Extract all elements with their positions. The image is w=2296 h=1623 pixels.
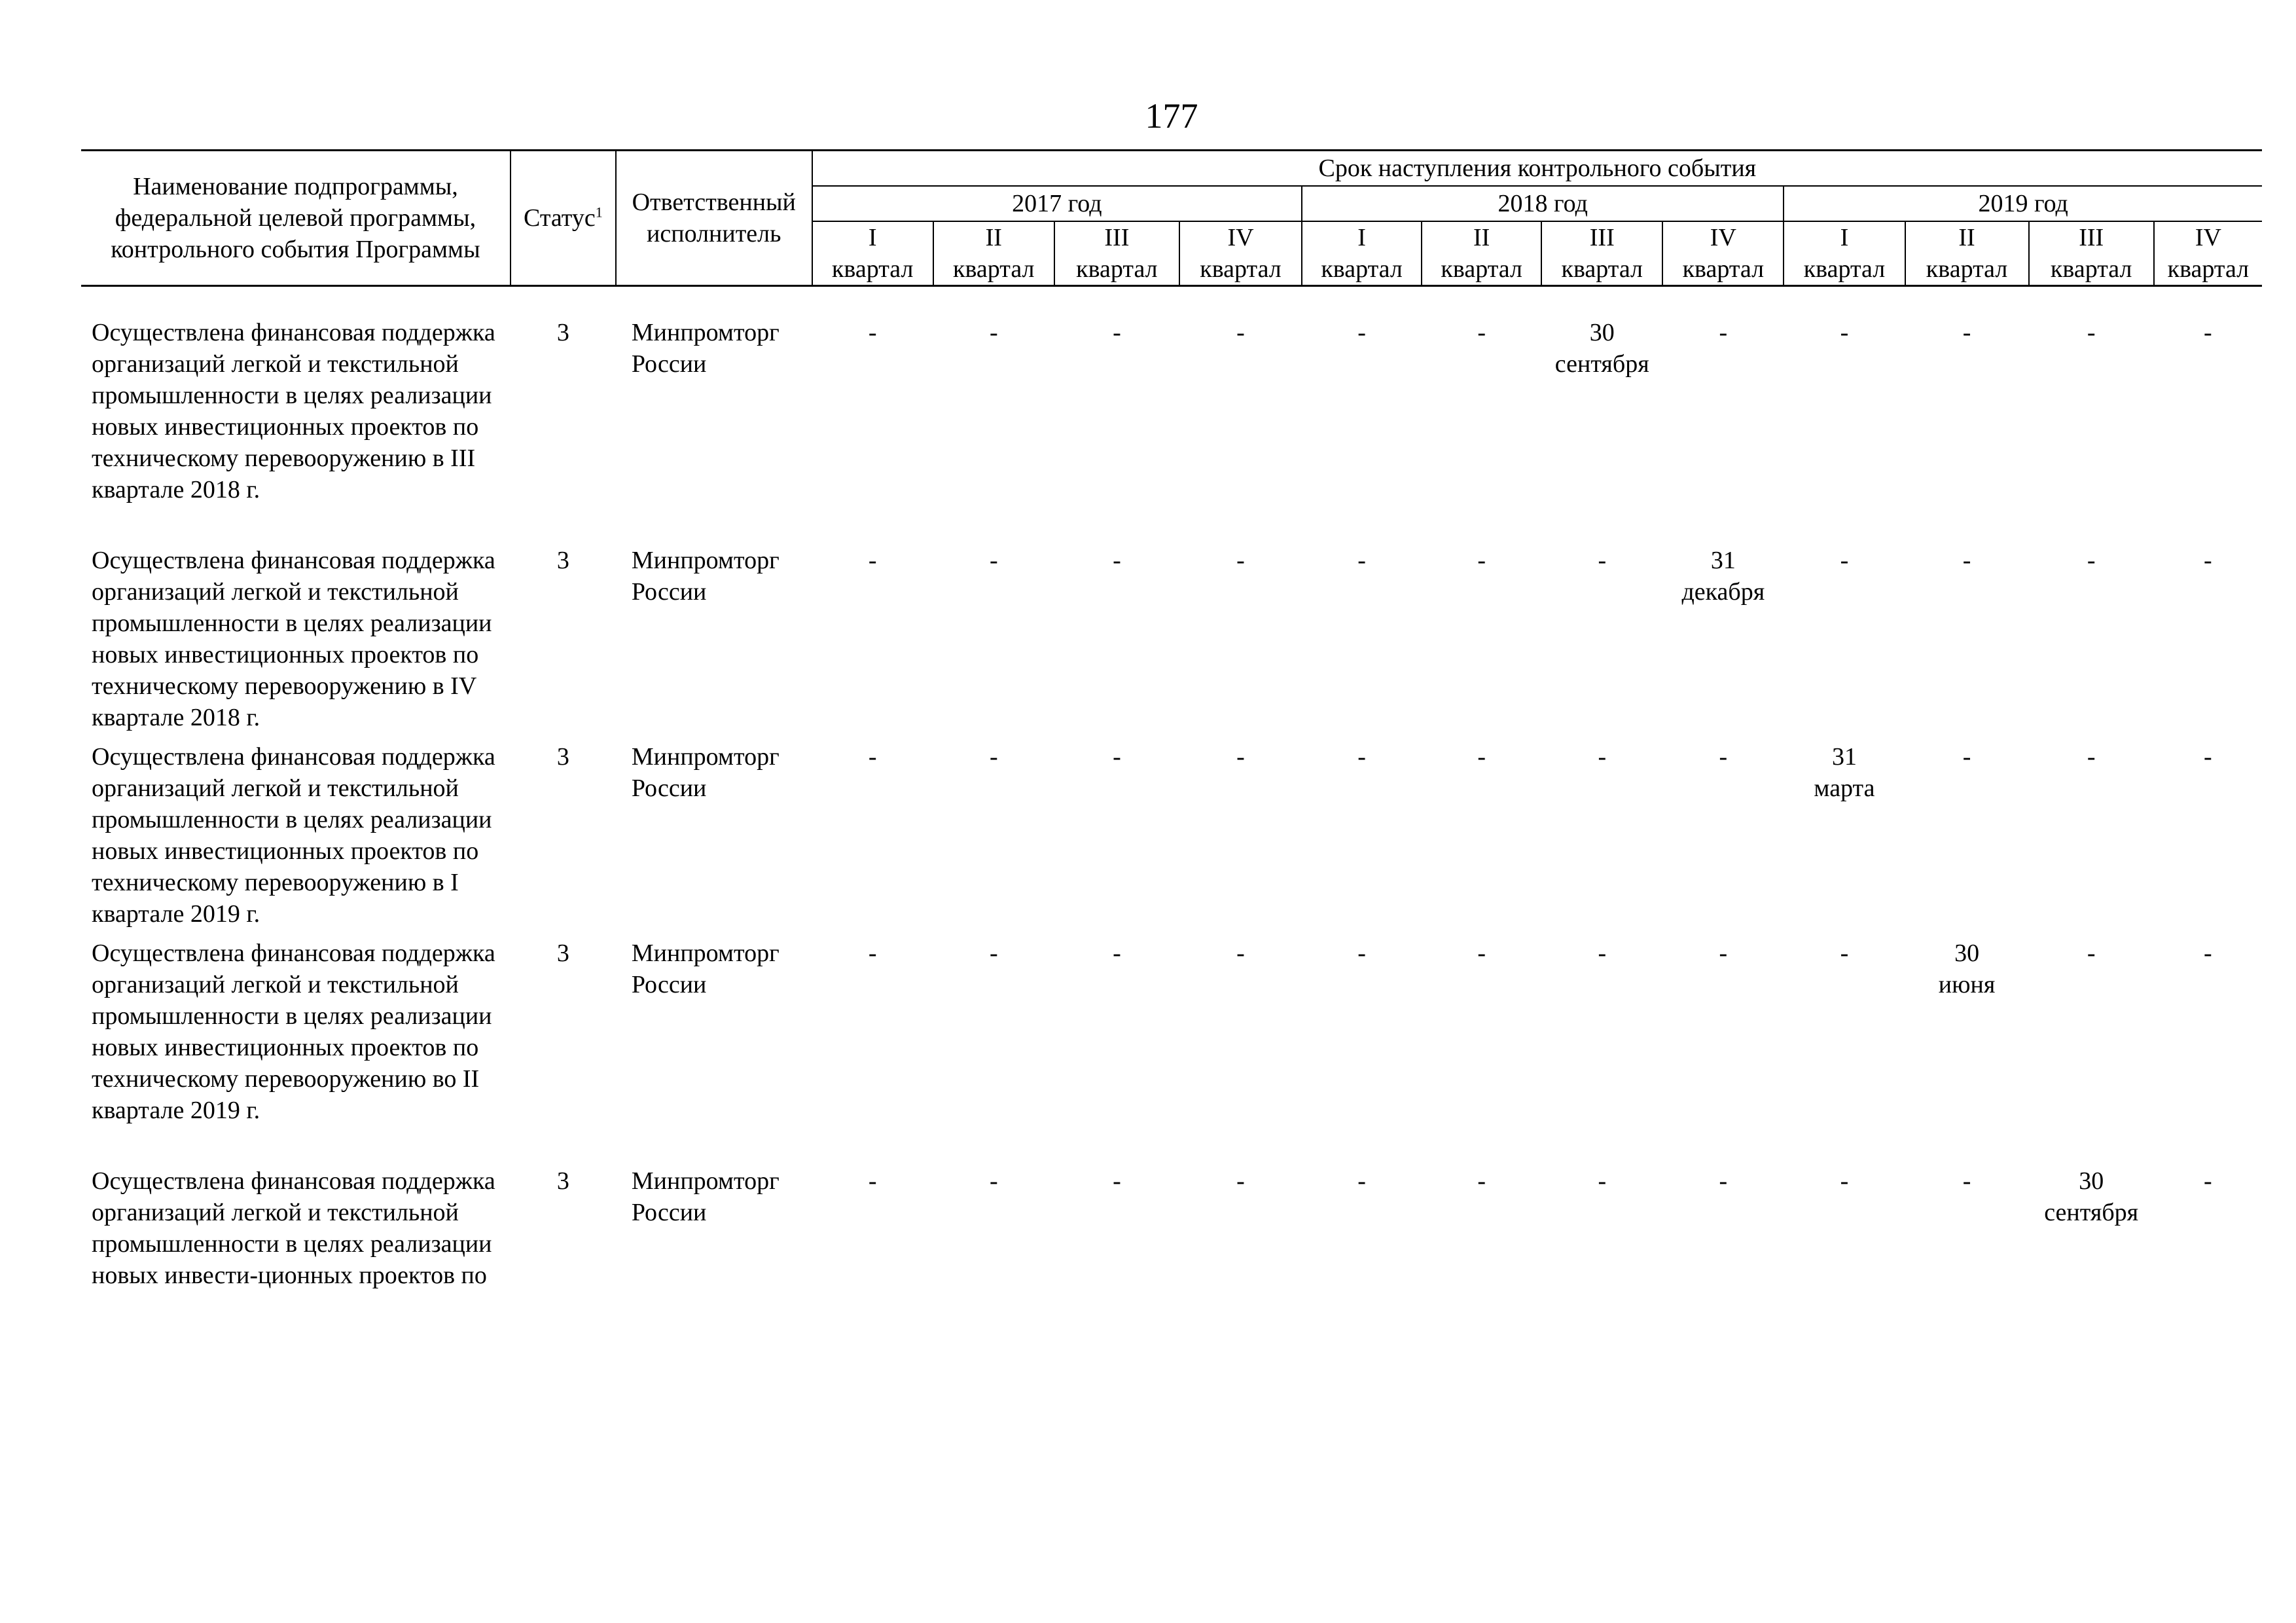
header-quarter-number: II — [933, 221, 1054, 253]
quarter-cell-empty: - — [1962, 319, 1971, 346]
event-responsible: Минпромторг России — [631, 319, 780, 378]
deadline-day: 30 — [1589, 319, 1615, 346]
quarter-cell-empty: - — [2204, 1167, 2212, 1195]
quarter-cell-deadline — [1662, 545, 1784, 741]
quarter-cell-empty: - — [1113, 547, 1121, 574]
quarter-cell-empty: - — [1962, 743, 1971, 771]
header-period-title: Срок наступления контрольного события — [812, 151, 2262, 187]
event-name: Осуществлена финансовая поддержка организаций легкой и текстильной промышленности в целях реализации новых инвестиционных проектов по техническому перевооружению в III квартале 2018 г. — [92, 319, 495, 503]
deadline-month: марта — [1814, 775, 1875, 802]
quarter-cell-empty: - — [989, 743, 998, 771]
quarter-cell-empty: - — [1236, 319, 1245, 346]
quarter-cell-empty: - — [1357, 1167, 1366, 1195]
quarter-cell-empty: - — [1357, 547, 1366, 574]
quarter-cell-empty: - — [1598, 1167, 1607, 1195]
quarter-cell-deadline — [1541, 317, 1662, 545]
status-footnote-mark: 1 — [595, 204, 603, 221]
quarter-cell-empty: - — [1113, 1167, 1121, 1195]
quarter-cell-empty: - — [1477, 547, 1486, 574]
quarter-cell-empty: - — [1113, 319, 1121, 346]
header-quarter-word: квартал — [1905, 253, 2029, 286]
quarter-cell-empty: - — [1113, 939, 1121, 967]
header-quarter-number: IV — [2154, 221, 2262, 253]
quarter-cell-empty: - — [989, 1167, 998, 1195]
header-quarter-word: квартал — [1179, 253, 1302, 286]
quarter-cell-empty: - — [868, 547, 877, 574]
deadline-month: сентября — [2044, 1199, 2139, 1226]
quarter-cell-empty: - — [1719, 939, 1728, 967]
deadline-month: декабря — [1681, 578, 1765, 606]
quarter-cell-empty: - — [1840, 319, 1849, 346]
header-quarter-word: квартал — [812, 253, 933, 286]
control-events-table — [81, 149, 2262, 1291]
quarter-cell-empty: - — [868, 743, 877, 771]
quarter-cell-deadline — [2029, 1165, 2154, 1291]
quarter-cell-deadline — [1905, 938, 2029, 1165]
header-quarter-word: квартал — [1662, 253, 1784, 286]
header-quarter-word: квартал — [933, 253, 1054, 286]
event-name: Осуществлена финансовая поддержка организаций легкой и текстильной промышленности в целях реализации новых инвести-ционных проектов по — [92, 1167, 495, 1289]
quarter-cell-empty: - — [2087, 743, 2096, 771]
deadline-day: 31 — [1710, 547, 1736, 574]
header-quarter-number: I — [1302, 221, 1422, 253]
quarter-cell-empty: - — [1477, 743, 1486, 771]
header-quarter-number: II — [1422, 221, 1541, 253]
header-quarter-word: квартал — [1541, 253, 1662, 286]
quarter-cell-empty: - — [989, 547, 998, 574]
header-status-column — [511, 151, 616, 286]
table-body — [81, 286, 2262, 1292]
quarter-cell-empty: - — [2087, 939, 2096, 967]
quarter-cell-empty: - — [2204, 743, 2212, 771]
quarter-cell-empty: - — [868, 319, 877, 346]
quarter-cell-empty: - — [1719, 1167, 1728, 1195]
event-status: 3 — [556, 743, 569, 771]
table-row — [81, 938, 2262, 1165]
table-row — [81, 741, 2262, 938]
event-status: 3 — [556, 547, 569, 574]
deadline-month: сентября — [1554, 350, 1649, 378]
quarter-cell-empty: - — [1962, 547, 1971, 574]
header-year-2019: 2019 год — [1784, 186, 2262, 221]
deadline-day: 31 — [1831, 743, 1857, 771]
event-responsible: Минпромторг России — [631, 1167, 780, 1226]
deadline-month: июня — [1938, 971, 1996, 998]
header-quarter-word: квартал — [1784, 253, 1905, 286]
header-quarter-number: I — [1784, 221, 1905, 253]
header-quarter-word: квартал — [1422, 253, 1541, 286]
event-status: 3 — [556, 1167, 569, 1195]
quarter-cell-empty: - — [1236, 939, 1245, 967]
quarter-cell-empty: - — [989, 319, 998, 346]
quarter-cell-empty: - — [868, 939, 877, 967]
event-responsible: Минпромторг России — [631, 743, 780, 802]
header-quarter-number: III — [1541, 221, 1662, 253]
table-row — [81, 545, 2262, 741]
quarter-cell-empty: - — [868, 1167, 877, 1195]
quarter-cell-empty: - — [1113, 743, 1121, 771]
control-events-table-wrapper — [81, 149, 2262, 1291]
event-status: 3 — [556, 319, 569, 346]
header-quarter-word: квартал — [1054, 253, 1179, 286]
quarter-cell-empty: - — [1357, 743, 1366, 771]
event-name: Осуществлена финансовая поддержка организаций легкой и текстильной промышленности в целях реализации новых инвестиционных проектов по техническому перевооружению в IV квартале 2018 г. — [92, 547, 495, 731]
header-quarter-number: I — [812, 221, 933, 253]
deadline-day: 30 — [2079, 1167, 2104, 1195]
header-responsible-column: Ответственный исполнитель — [616, 151, 812, 286]
table-row — [81, 317, 2262, 545]
quarter-cell-empty: - — [2204, 547, 2212, 574]
quarter-cell-empty: - — [1357, 319, 1366, 346]
event-name: Осуществлена финансовая поддержка организаций легкой и текстильной промышленности в целях реализации новых инвестиционных проектов по техническому перевооружению в I квартале 2019 г. — [92, 743, 495, 928]
quarter-cell-empty: - — [1840, 1167, 1849, 1195]
header-status-label: Статус — [523, 204, 596, 232]
quarter-cell-empty: - — [1598, 547, 1607, 574]
quarter-cell-empty: - — [2087, 319, 2096, 346]
quarter-cell-empty: - — [1719, 743, 1728, 771]
quarter-cell-empty: - — [1236, 743, 1245, 771]
header-quarter-number: IV — [1179, 221, 1302, 253]
header-quarter-number: III — [1054, 221, 1179, 253]
quarter-cell-empty: - — [1236, 547, 1245, 574]
header-quarter-word: квартал — [2154, 253, 2262, 286]
quarter-cell-empty: - — [1840, 547, 1849, 574]
header-quarter-number: IV — [1662, 221, 1784, 253]
quarter-cell-empty: - — [2204, 939, 2212, 967]
table-row — [81, 1165, 2262, 1291]
event-responsible: Минпромторг России — [631, 547, 780, 606]
quarter-cell-empty: - — [2204, 319, 2212, 346]
event-responsible: Минпромторг России — [631, 939, 780, 998]
header-quarter-word: квартал — [1302, 253, 1422, 286]
header-spacer — [81, 286, 2262, 318]
header-quarter-word: квартал — [2029, 253, 2154, 286]
event-name: Осуществлена финансовая поддержка организаций легкой и текстильной промышленности в целях реализации новых инвестиционных проектов по техническому перевооружению во II квартале 2019 г. — [92, 939, 495, 1124]
deadline-day: 30 — [1954, 939, 1980, 967]
quarter-cell-empty: - — [1477, 319, 1486, 346]
table-header — [81, 151, 2262, 286]
quarter-cell-empty: - — [989, 939, 998, 967]
quarter-cell-empty: - — [1962, 1167, 1971, 1195]
header-quarter-number: II — [1905, 221, 2029, 253]
header-quarter-number: III — [2029, 221, 2154, 253]
quarter-cell-empty: - — [1840, 939, 1849, 967]
quarter-cell-empty: - — [1598, 939, 1607, 967]
quarter-cell-empty: - — [1719, 319, 1728, 346]
header-name-column: Наименование подпрограммы, федеральной целевой программы, контрольного события Программы — [81, 151, 511, 286]
page-number: 177 — [1145, 96, 1198, 136]
header-year-2017: 2017 год — [812, 186, 1302, 221]
quarter-cell-empty: - — [1477, 1167, 1486, 1195]
quarter-cell-empty: - — [2087, 547, 2096, 574]
quarter-cell-empty: - — [1477, 939, 1486, 967]
event-status: 3 — [556, 939, 569, 967]
quarter-cell-empty: - — [1598, 743, 1607, 771]
quarter-cell-empty: - — [1357, 939, 1366, 967]
quarter-cell-deadline — [1784, 741, 1905, 938]
quarter-cell-empty: - — [1236, 1167, 1245, 1195]
header-year-2018: 2018 год — [1302, 186, 1784, 221]
